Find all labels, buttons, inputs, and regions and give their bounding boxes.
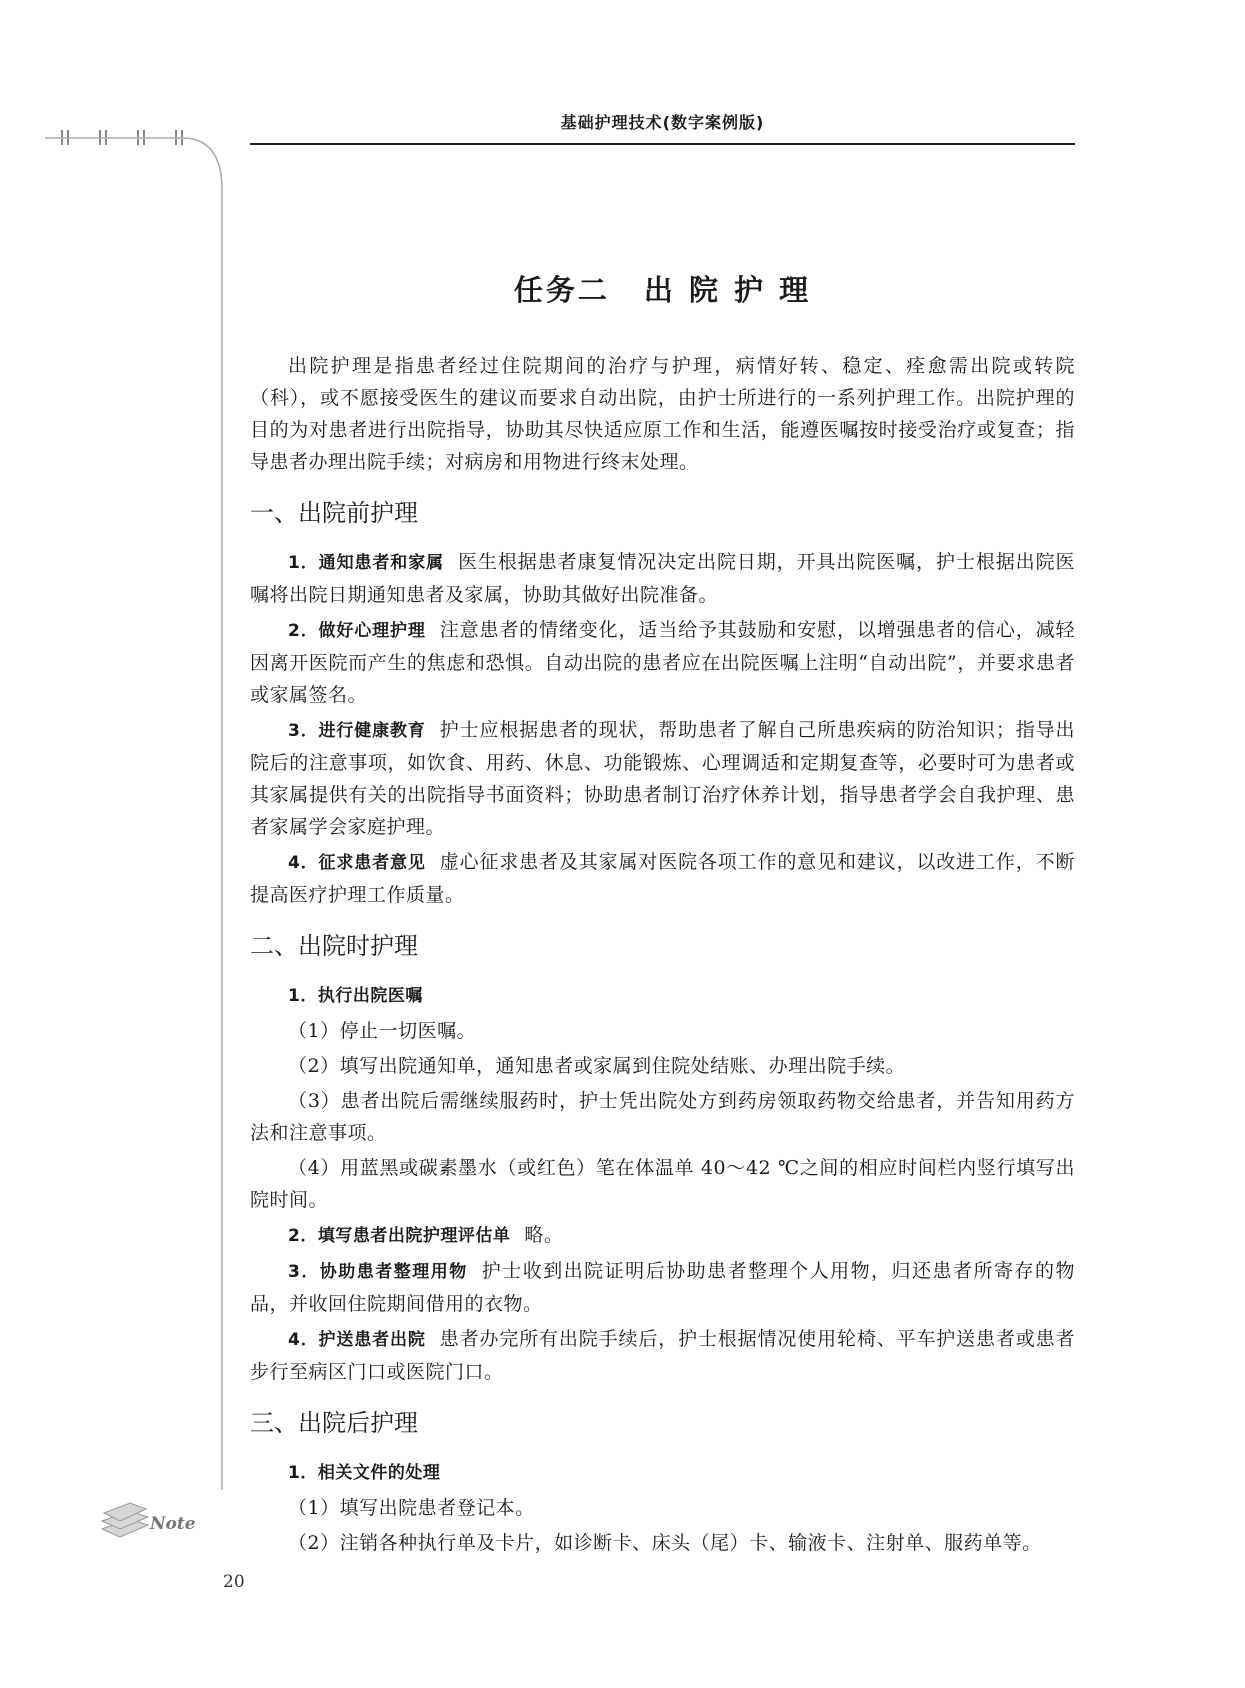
list-item <box>250 1456 1075 1489</box>
item-text: 护士应根据患者的现状，帮助患者了解自己所患疾病的防治知识；指导出院后的注意事项，如饮食、用药、休息、功能锻炼、心理调适和定期复查等，必要时可为患者或其家属提供有关的出院指导书面资料；协助患者制订治疗休养计划，指导患者学会自我护理、患者家属学会家庭护理。 <box>250 719 1075 838</box>
item-text: 虚心征求患者及其家属对医院各项工作的意见和建议，以改进工作，不断提高医疗护理工作质量。 <box>250 851 1075 906</box>
item-heading: 1．通知患者和家属 <box>288 553 445 573</box>
item-text: （1）填写出院患者登记本。 <box>288 1497 535 1519</box>
list-item <box>250 614 1075 711</box>
task-number: 任务二 <box>513 273 610 307</box>
item-heading: 4．征求患者意见 <box>288 853 426 873</box>
list-item <box>250 1152 1075 1216</box>
item-heading: 2．做好心理护理 <box>288 621 426 641</box>
list-item <box>250 1050 1075 1082</box>
list-item <box>250 1015 1075 1047</box>
list-item <box>250 1323 1075 1388</box>
item-heading: 3．进行健康教育 <box>288 721 426 741</box>
item-text: 医生根据患者康复情况决定出院日期，开具出院医嘱，护士根据出院医嘱将出院日期通知患者及家属，协助其做好出院准备。 <box>250 551 1075 606</box>
item-text: （2）注销各种执行单及卡片，如诊断卡、床头（尾）卡、输液卡、注射单、服药单等。 <box>288 1532 1042 1554</box>
list-item <box>250 846 1075 911</box>
book-stack-icon <box>102 1503 148 1537</box>
item-heading: 1．执行出院医嘱 <box>288 986 423 1006</box>
section-pre-discharge <box>250 496 1075 911</box>
page-number: 20 <box>223 1572 245 1592</box>
list-item <box>250 1527 1075 1559</box>
running-header: 基础护理技术(数字案例版) <box>560 113 765 132</box>
item-text: 患者办完所有出院手续后，护士根据情况使用轮椅、平车护送患者或患者步行至病区门口或医院门口。 <box>250 1328 1075 1383</box>
note-logo <box>100 1497 210 1547</box>
main-content <box>250 350 1075 1562</box>
list-item <box>250 714 1075 843</box>
list-item <box>250 1085 1075 1149</box>
item-text: 护士收到出院证明后协助患者整理个人用物，归还患者所寄存的物品，并收回住院期间借用的衣物。 <box>250 1260 1075 1315</box>
list-item <box>250 1219 1075 1252</box>
note-label: Note <box>150 1514 196 1534</box>
item-heading: 1．相关文件的处理 <box>288 1463 441 1483</box>
item-heading: 3．协助患者整理用物 <box>288 1262 468 1282</box>
item-text: （1）停止一切医嘱。 <box>288 1020 477 1042</box>
list-item <box>250 1255 1075 1320</box>
item-text: 注意患者的情绪变化，适当给予其鼓励和安慰，以增强患者的信心，减轻因离开医院而产生的焦虑和恐惧。自动出院的患者应在出院医嘱上注明“自动出院”，并要求患者或家属签名。 <box>250 619 1075 706</box>
section-post-discharge <box>250 1406 1075 1559</box>
section-heading: 三、出院后护理 <box>250 1409 418 1437</box>
item-text: 略。 <box>524 1224 564 1246</box>
list-item <box>250 546 1075 611</box>
list-item <box>250 979 1075 1012</box>
list-item <box>250 1492 1075 1524</box>
task-title-text: 出 院 护 理 <box>643 273 812 307</box>
page-title <box>250 268 1075 309</box>
section-at-discharge <box>250 929 1075 1388</box>
item-text: （2）填写出院通知单，通知患者或家属到住院处结账、办理出院手续。 <box>288 1055 906 1077</box>
header-rule <box>250 143 1075 145</box>
section-heading: 一、出院前护理 <box>250 499 418 527</box>
section-heading: 二、出院时护理 <box>250 932 418 960</box>
item-heading: 4．护送患者出院 <box>288 1330 426 1350</box>
margin-decoration <box>0 0 240 1500</box>
intro-paragraph: 出院护理是指患者经过住院期间的治疗与护理，病情好转、稳定、痊愈需出院或转院（科），或不愿接受医生的建议而要求自动出院，由护士所进行的一系列护理工作。出院护理的目的为对患者进行出院指导，协助其尽快适应原工作和生活，能遵医嘱按时接受治疗或复查；指导患者办理出院手续；对病房和用物进行终末处理。 <box>250 355 1075 473</box>
item-text: （4）用蓝黑或碳素墨水（或红色）笔在体温单 40～42 ℃之间的相应时间栏内竖行填写出院时间。 <box>250 1157 1075 1211</box>
item-heading: 2．填写患者出院护理评估单 <box>288 1226 511 1246</box>
item-text: （3）患者出院后需继续服药时，护士凭出院处方到药房领取药物交给患者，并告知用药方法和注意事项。 <box>250 1090 1075 1144</box>
